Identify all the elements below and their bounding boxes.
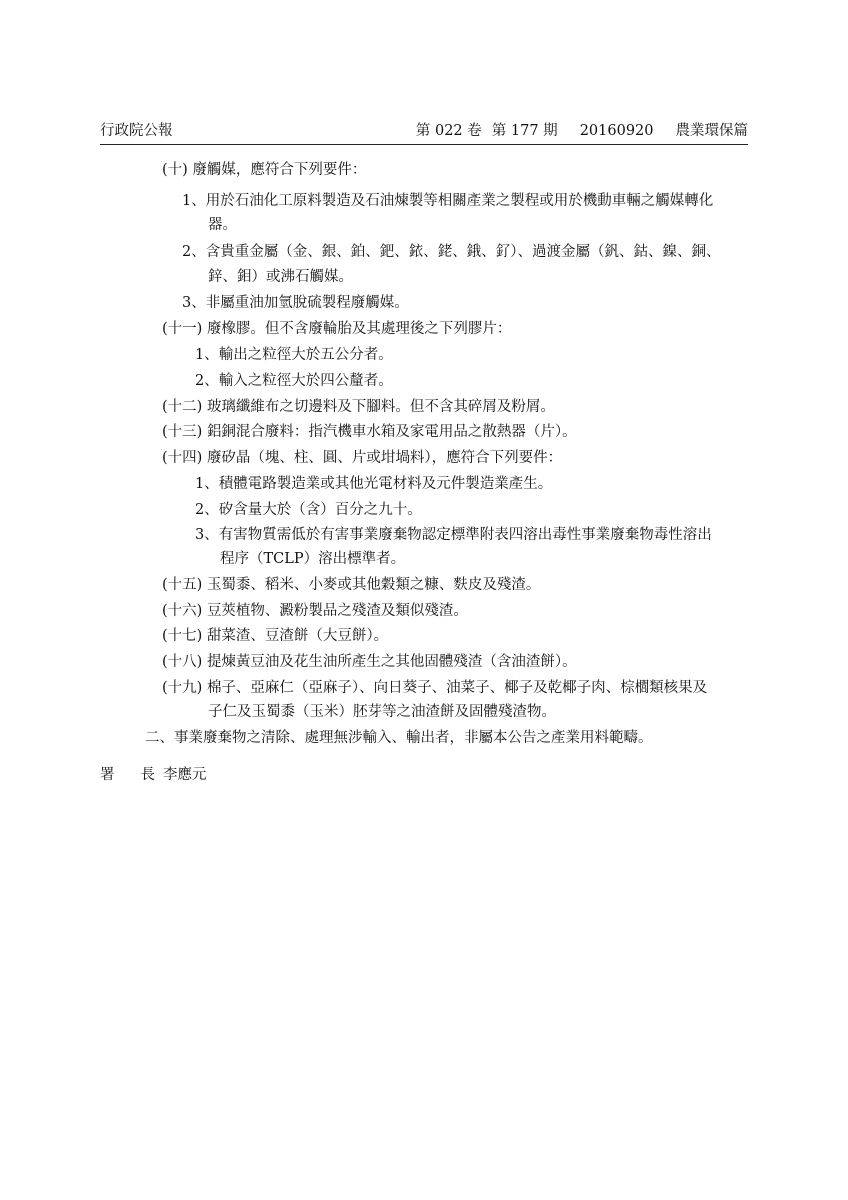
sub-item — [195, 501, 422, 519]
signature-title: 長 — [140, 767, 155, 783]
section-name: 農業環保篇 — [675, 123, 748, 139]
item-16 — [162, 602, 468, 620]
volume: 第 022 卷 — [415, 123, 482, 139]
item-number: (十) — [162, 162, 188, 178]
item-2: 二、事業廢棄物之清除、處理無涉輸入、輸出者，非屬本公告之產業用料範疇。 — [145, 730, 653, 746]
item-text: 甜菜渣、豆渣餅（大豆餅）。 — [206, 628, 389, 644]
sub-item-number: 3、 — [182, 295, 206, 311]
item-number: (十四) — [162, 450, 203, 466]
item-text: 玉蜀黍、稻米、小麥或其他穀類之糠、麩皮及殘渣。 — [206, 577, 541, 593]
item-10 — [162, 161, 366, 179]
sub-item-number: 2、 — [195, 373, 219, 389]
sub-item-text: 非屬重油加氫脫硫製程廢觸媒。 — [205, 295, 409, 311]
sub-item-number: 2、 — [182, 244, 206, 260]
item-number: (十六) — [162, 603, 203, 619]
issue-date: 20160920 — [579, 123, 654, 139]
sub-item — [195, 372, 393, 390]
item-18 — [162, 653, 577, 671]
sub-item — [195, 475, 552, 493]
item-number: (十七) — [162, 628, 203, 644]
sub-item-number: 1、 — [195, 347, 219, 363]
sub-item-number: 3、 — [195, 527, 219, 543]
item-number: (十九) — [162, 680, 203, 696]
sub-item-continuation: 鋅、鉬）或沸石觸媒。 — [208, 269, 353, 285]
item-17 — [162, 627, 388, 645]
sub-item-text: 輸出之粒徑大於五公分者。 — [218, 347, 393, 363]
item-number: (十一) — [162, 321, 203, 337]
item-15 — [162, 576, 540, 594]
item-number: (十二) — [162, 399, 203, 415]
item-11 — [162, 320, 511, 338]
sub-item-text: 有害物質需低於有害事業廢棄物認定標準附表四溶出毒性事業廢棄物毒性溶出 — [218, 527, 712, 543]
item-19 — [162, 679, 707, 697]
item-number: (十三) — [162, 424, 203, 440]
item-text: 鋁銅混合廢料：指汽機車水箱及家電用品之散熱器（片）。 — [206, 424, 577, 440]
sub-item — [182, 294, 409, 312]
item-text: 玻璃纖維布之切邊料及下腳料。但不含其碎屑及粉屑。 — [206, 399, 555, 415]
item-number: (十八) — [162, 654, 203, 670]
sub-item-text: 矽含量大於（含）百分之九十。 — [218, 502, 422, 518]
item-text: 廢矽晶（塊、柱、圓、片或坩堝料），應符合下列要件： — [206, 450, 563, 466]
sub-item-continuation: 器。 — [208, 217, 237, 233]
item-14 — [162, 449, 562, 467]
signature — [100, 766, 207, 784]
sub-item-number: 1、 — [195, 476, 219, 492]
header-rule — [100, 144, 748, 145]
sub-item-number: 1、 — [182, 193, 206, 209]
sub-item-text: 輸入之粒徑大於四公釐者。 — [218, 373, 393, 389]
item-text: 廢橡膠。但不含廢輪胎及其處理後之下列膠片： — [206, 321, 512, 337]
item-number: (十五) — [162, 577, 203, 593]
sub-item — [195, 346, 393, 364]
sub-item — [195, 526, 712, 544]
page-header — [100, 120, 748, 142]
issue-number: 第 177 期 — [491, 123, 558, 139]
item-continuation: 子仁及玉蜀黍（玉米）胚芽等之油渣餅及固體殘渣物。 — [208, 704, 556, 720]
sub-item-text: 含貴重金屬（金、銀、鉑、鈀、銥、銠、鋨、釕）、過渡金屬（釩、鈷、鎳、銅、 — [205, 244, 721, 260]
sub-item-continuation: 程序（TCLP）溶出標準者。 — [220, 551, 406, 567]
item-12 — [162, 398, 555, 416]
sub-item — [182, 192, 713, 210]
item-text: 廢觸媒，應符合下列要件： — [192, 162, 367, 178]
item-text: 豆莢植物、澱粉製品之殘渣及類似殘渣。 — [206, 603, 468, 619]
signature-title: 署 — [100, 767, 115, 783]
item-text: 棉子、亞麻仁（亞麻子）、向日葵子、油菜子、椰子及乾椰子肉、棕櫚類核果及 — [206, 680, 708, 696]
item-text: 提煉黃豆油及花生油所產生之其他固體殘渣（含油渣餅）。 — [206, 654, 577, 670]
sub-item — [182, 243, 720, 261]
issue-info — [406, 120, 748, 142]
publication-name: 行政院公報 — [100, 123, 173, 139]
item-13 — [162, 423, 577, 441]
sub-item-text: 積體電路製造業或其他光電材料及元件製造業產生。 — [218, 476, 553, 492]
signature-name: 李應元 — [163, 767, 207, 783]
sub-item-text: 用於石油化工原料製造及石油煉製等相關產業之製程或用於機動車輛之觸媒轉化 — [205, 193, 714, 209]
sub-item-number: 2、 — [195, 502, 219, 518]
